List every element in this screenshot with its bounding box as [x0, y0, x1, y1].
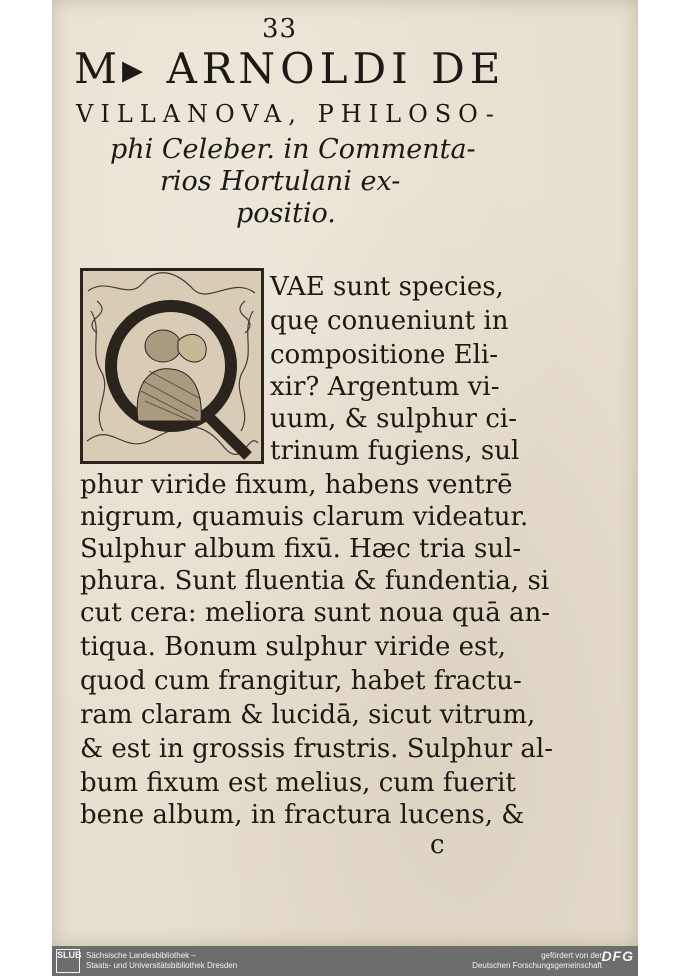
text-line-8: nigrum, quamuis clarum videatur.	[80, 502, 529, 532]
text-line-15: & est in grossis frustris. Sulphur al-	[80, 734, 554, 764]
text-line-12: tiqua. Bonum sulphur viride est,	[80, 632, 507, 662]
woodcut-initial	[80, 268, 264, 464]
text-line-6: trinum fugiens, sul	[270, 436, 520, 466]
text-line-9: Sulphur album fixū. Hæc tria sul-	[80, 534, 522, 564]
footer-left-line-2: Staats- und Universitätsbibliothek Dresden	[86, 961, 238, 970]
text-line-11: cut cera: meliora sunt noua quā an-	[80, 598, 551, 628]
footer-left-line-1: Sächsische Landesbibliothek –	[86, 951, 196, 960]
text-line-7: phur viride fixum, habens ventrē	[80, 470, 513, 500]
footer-right-line-2: Deutschen Forschungsgemeinschaft	[472, 961, 602, 970]
text-line-13: quod cum frangitur, habet fractu-	[80, 666, 522, 696]
page-number: 33	[262, 14, 298, 44]
footer-left	[86, 951, 237, 971]
title-line-3: phi Celeber. in Commenta-	[110, 134, 476, 165]
woodcut-illustration-icon	[83, 271, 261, 461]
text-line-17: bene album, in fractura lucens, &	[80, 800, 525, 830]
slub-logo: SLUB	[56, 949, 80, 973]
title-line-1: M▸ ARNOLDI DE	[74, 44, 506, 93]
catchword: c	[430, 830, 445, 860]
text-line-1: VAE sunt species,	[270, 272, 504, 302]
text-line-3: compositione Eli-	[270, 340, 499, 370]
title-line-2: VILLANOVA, PHILOSO-	[76, 100, 501, 128]
text-line-16: bum fixum est melius, cum fuerit	[80, 768, 516, 798]
title-line-5: positio.	[236, 198, 336, 229]
text-line-5: uum, & sulphur ci-	[270, 404, 517, 434]
footer-right	[472, 951, 602, 971]
text-line-10: phura. Sunt fluentia & fundentia, si	[80, 566, 550, 596]
footer-bar	[52, 946, 638, 976]
text-line-2: quę conueniunt in	[270, 306, 509, 336]
footer-right-line-1: gefördert von der	[541, 951, 602, 960]
title-line-4: rios Hortulani ex-	[160, 166, 401, 197]
text-line-14: ram claram & lucidā, sicut vitrum,	[80, 700, 536, 730]
dfg-logo: DFG	[601, 948, 634, 964]
text-line-4: xir? Argentum vi-	[270, 372, 500, 402]
